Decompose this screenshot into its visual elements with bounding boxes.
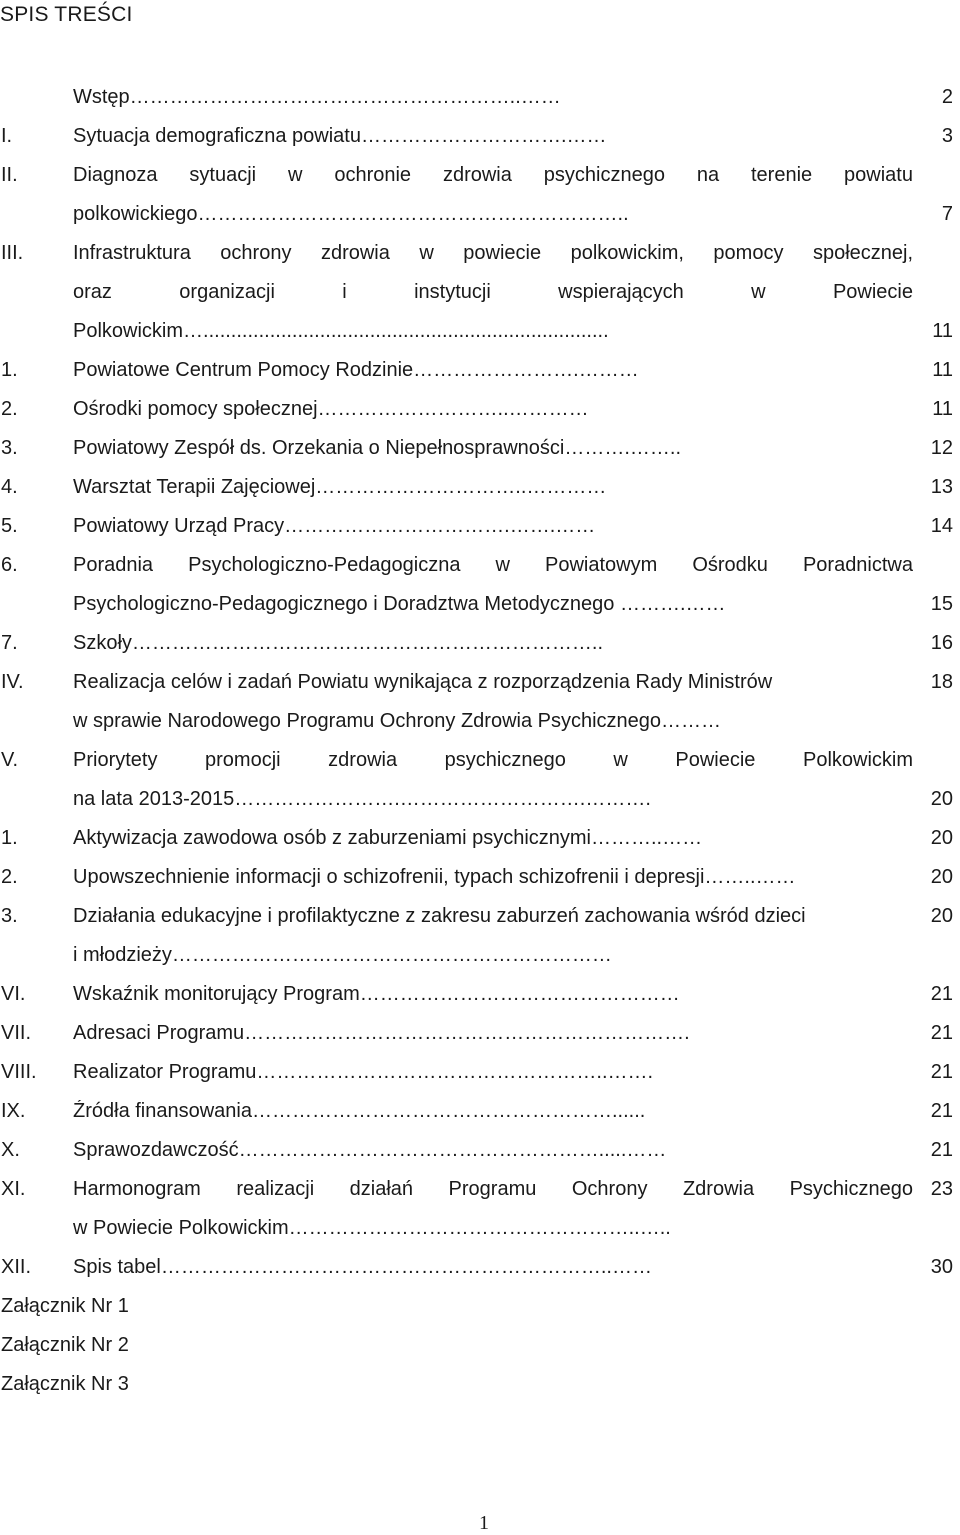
toc-entry-number: XII.	[1, 1256, 32, 1278]
toc-entry-page: 11	[932, 398, 953, 420]
toc-entry-page: 21	[930, 1061, 953, 1083]
toc-entry-text: polkowickiego………………………………………………………..	[73, 203, 629, 225]
toc-entry-number: III.	[1, 242, 24, 264]
toc-entry-text: oraz organizacji i instytucji wspierających w Powiecie	[73, 281, 913, 303]
toc-entry	[0, 507, 960, 546]
toc-entry	[0, 429, 960, 468]
toc-entry	[0, 936, 960, 975]
toc-entry-text: Wskaźnik monitorujący Program…………………………………………	[73, 983, 680, 1005]
toc-entry-number: V.	[1, 749, 19, 771]
toc-entry-number: 2.	[1, 398, 18, 420]
toc-entry	[0, 273, 960, 312]
toc-entry	[0, 351, 960, 390]
toc-entry-text: Adresaci Programu………………………………………………………….	[73, 1022, 690, 1044]
toc-entry	[0, 780, 960, 819]
toc-entry	[0, 858, 960, 897]
toc-entry	[0, 1053, 960, 1092]
toc-entry-text: Polkowickim….........................................................................	[73, 320, 609, 342]
toc-entry	[0, 819, 960, 858]
page-title: SPIS TREŚCI	[0, 3, 133, 26]
toc-entry-page: 11	[932, 359, 953, 381]
toc-entry-text: i młodzieży…………………………………………………………	[73, 944, 612, 966]
toc-entry-page: 16	[930, 632, 953, 654]
toc-entry	[0, 585, 960, 624]
page-number: 1	[479, 1512, 489, 1534]
toc-entry	[0, 390, 960, 429]
toc-entry-text: Źródła finansowania………………………………………………......	[73, 1100, 646, 1122]
toc-entry-page: 20	[930, 788, 953, 810]
toc-entry	[0, 78, 960, 117]
toc-entry-page: 21	[930, 983, 953, 1005]
toc-entry-text: Infrastruktura ochrony zdrowia w powiecie polkowickim, pomocy społecznej,	[73, 242, 913, 264]
toc-entry-page: 20	[930, 866, 953, 888]
toc-entry-number: XI.	[1, 1178, 26, 1200]
toc-entry	[0, 702, 960, 741]
toc-entry-page: 23	[930, 1178, 953, 1200]
toc-entry-number: 1.	[1, 827, 18, 849]
toc-entry-number: VII.	[1, 1022, 32, 1044]
toc-entry-number: 4.	[1, 476, 18, 498]
toc-entry-number: 2.	[1, 866, 18, 888]
toc-entry-number: VIII.	[1, 1061, 37, 1083]
toc-entry	[0, 468, 960, 507]
toc-entry	[0, 1014, 960, 1053]
toc-entry	[0, 234, 960, 273]
toc-entry-text: Warsztat Terapii Zajęciowej…………………………..…………	[73, 476, 607, 498]
toc-entry-page: 2	[941, 86, 953, 108]
toc-entry-page: 15	[930, 593, 953, 615]
toc-entry	[0, 156, 960, 195]
toc-entry-text: Załącznik Nr 2	[1, 1334, 129, 1356]
toc-entry-text: Sytuacja demograficzna powiatu………………………….……	[73, 125, 607, 147]
toc-entry-text: Realizacja celów i zadań Powiatu wynikająca z rozporządzenia Rady Ministrów	[73, 671, 773, 693]
toc-entry	[0, 663, 960, 702]
toc-entry	[0, 897, 960, 936]
table-of-contents	[0, 78, 960, 1404]
toc-entry-text: Aktywizacja zawodowa osób z zaburzeniami psychicznymi………..……	[73, 827, 703, 849]
toc-entry-text: Powiatowe Centrum Pomocy Rodzinie…………………….………	[73, 359, 639, 381]
toc-entry	[0, 1209, 960, 1248]
toc-entry	[0, 1365, 960, 1404]
toc-entry-text: Priorytety promocji zdrowia psychicznego w Powiecie Polkowickim	[73, 749, 913, 771]
toc-entry-page: 21	[930, 1100, 953, 1122]
toc-entry	[0, 1326, 960, 1365]
toc-entry-text: Załącznik Nr 1	[1, 1295, 129, 1317]
toc-entry-number: 1.	[1, 359, 18, 381]
toc-entry-page: 20	[930, 905, 953, 927]
toc-entry-page: 21	[930, 1139, 953, 1161]
toc-entry-page: 20	[930, 827, 953, 849]
toc-entry-page: 30	[930, 1256, 953, 1278]
toc-entry-number: 6.	[1, 554, 18, 576]
toc-entry	[0, 1131, 960, 1170]
toc-entry-text: Diagnoza sytuacji w ochronie zdrowia psychicznego na terenie powiatu	[73, 164, 913, 186]
toc-entry-text: Harmonogram realizacji działań Programu Ochrony Zdrowia Psychicznego	[73, 1178, 913, 1200]
toc-entry-text: w Powiecie Polkowickim……………………………………………..…..	[73, 1217, 671, 1239]
toc-entry-text: Wstęp…………………………………………………..……	[73, 86, 561, 108]
toc-entry-page: 14	[930, 515, 953, 537]
toc-entry-number: VI.	[1, 983, 26, 1005]
page-footer	[0, 1512, 960, 1535]
toc-entry-text: Psychologiczno-Pedagogicznego i Doradztwa Metodycznego ……….……	[73, 593, 726, 615]
toc-entry-text: w sprawie Narodowego Programu Ochrony Zdrowia Psychicznego………	[73, 710, 722, 732]
toc-entry-text: Realizator Programu……………………………………………..…….	[73, 1061, 654, 1083]
toc-entry-number: II.	[1, 164, 18, 186]
toc-entry-page: 13	[930, 476, 953, 498]
toc-entry-number: 5.	[1, 515, 18, 537]
toc-entry-text: Sprawozdawczość……………………………………………….....……	[73, 1139, 667, 1161]
toc-entry	[0, 1287, 960, 1326]
toc-entry-page: 3	[941, 125, 953, 147]
toc-entry	[0, 1248, 960, 1287]
toc-entry	[0, 546, 960, 585]
toc-entry-number: IX.	[1, 1100, 26, 1122]
toc-entry-number: I.	[1, 125, 13, 147]
toc-entry-number: 7.	[1, 632, 18, 654]
toc-entry-text: Działania edukacyjne i profilaktyczne z zakresu zaburzeń zachowania wśród dzieci	[73, 905, 806, 927]
toc-entry	[0, 195, 960, 234]
toc-entry	[0, 624, 960, 663]
toc-entry	[0, 1170, 960, 1209]
toc-entry-text: Powiatowy Zespół ds. Orzekania o Niepełnosprawności……….……..	[73, 437, 682, 459]
toc-entry-text: Upowszechnienie informacji o schizofrenii, typach schizofrenii i depresji……..……	[73, 866, 796, 888]
toc-entry-page: 11	[932, 320, 953, 342]
toc-entry-text: Spis tabel…………………………………………………………..……	[73, 1256, 652, 1278]
toc-entry	[0, 741, 960, 780]
toc-entry-page: 7	[941, 203, 953, 225]
toc-entry-number: IV.	[1, 671, 24, 693]
toc-entry	[0, 117, 960, 156]
toc-entry-page: 21	[930, 1022, 953, 1044]
toc-entry-page: 18	[930, 671, 953, 693]
toc-entry-text: Szkoły……………………………………………………………..	[73, 632, 604, 654]
toc-entry-text: Ośrodki pomocy społecznej………………………..…………	[73, 398, 589, 420]
toc-entry-number: 3.	[1, 905, 18, 927]
toc-entry-page: 12	[930, 437, 953, 459]
toc-entry-number: X.	[1, 1139, 20, 1161]
toc-entry	[0, 975, 960, 1014]
toc-entry-text: na lata 2013-2015…………………….……………………….……….	[73, 788, 651, 810]
toc-entry-number: 3.	[1, 437, 18, 459]
toc-entry	[0, 1092, 960, 1131]
toc-entry-text: Poradnia Psychologiczno-Pedagogiczna w Powiatowym Ośrodku Poradnictwa	[73, 554, 913, 576]
toc-entry-text: Powiatowy Urząd Pracy…………………………….…….……	[73, 515, 596, 537]
toc-entry-text: Załącznik Nr 3	[1, 1373, 129, 1395]
toc-entry	[0, 312, 960, 351]
